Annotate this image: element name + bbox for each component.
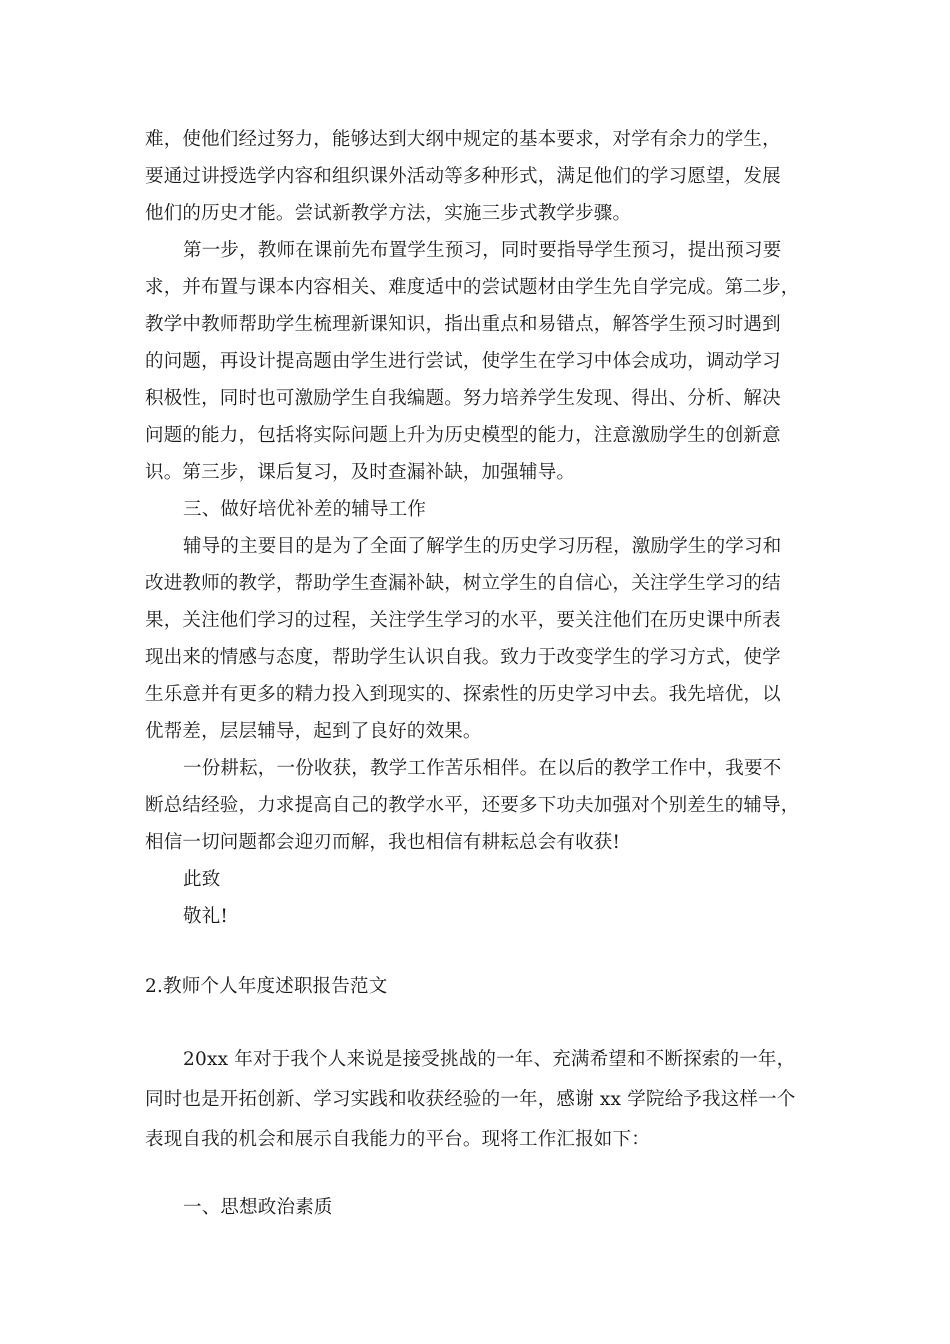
paragraph-line: 他们的历史才能。尝试新教学方法，实施三步式教学步骤。 (145, 203, 632, 224)
closing-salutation: 此致 (183, 869, 221, 890)
paragraph-line: 难，使他们经过努力，能够达到大纲中规定的基本要求，对学有余力的学生， (145, 129, 781, 150)
paragraph-line: 一份耕耘，一份收获，教学工作苦乐相伴。在以后的教学工作中，我要不 (183, 758, 782, 779)
section-heading: 一、思想政治素质 (183, 1197, 333, 1218)
paragraph-line: 问题的能力，包括将实际问题上升为历史模型的能力，注意激励学生的创新意 (145, 425, 781, 446)
paragraph-line: 表现自我的机会和展示自我能力的平台。现将工作汇报如下： (145, 1129, 650, 1150)
paragraph-line: 相信一切问题都会迎刃而解，我也相信有耕耘总会有收获! (145, 832, 621, 853)
paragraph-line: 改进教师的教学，帮助学生查漏补缺，树立学生的自信心，关注学生学习的结 (145, 573, 781, 594)
paragraph-line: 果，关注他们学习的过程，关注学生学习的水平，要关注他们在历史课中所表 (145, 610, 781, 631)
section-heading: 三、做好培优补差的辅导工作 (183, 499, 427, 520)
paragraph-line: 第一步，教师在课前先布置学生预习，同时要指导学生预习，提出预习要 (183, 240, 782, 261)
paragraph-line: 积极性，同时也可激励学生自我编题。努力培养学生发现、得出、分析、解决 (145, 388, 781, 409)
document-title: 2.教师个人年度述职报告范文 (145, 976, 388, 997)
paragraph-line: 识。第三步，课后复习，及时查漏补缺，加强辅导。 (145, 462, 576, 483)
paragraph-line: 断总结经验，力求提高自己的教学水平，还要多下功夫加强对个别差生的辅导， (145, 795, 800, 816)
paragraph-line: 优帮差，层层辅导，起到了良好的效果。 (145, 721, 482, 742)
closing-regards: 敬礼! (183, 906, 229, 927)
paragraph-line: 辅导的主要目的是为了全面了解学生的历史学习历程，激励学生的学习和 (183, 536, 782, 557)
paragraph-line: 20xx 年对于我个人来说是接受挑战的一年、充满希望和不断探索的一年， (183, 1049, 796, 1070)
paragraph-line: 同时也是开拓创新、学习实践和收获经验的一年，感谢 xx 学院给予我这样一个 (145, 1089, 796, 1110)
paragraph-line: 的问题，再设计提高题由学生进行尝试，使学生在学习中体会成功，调动学习 (145, 351, 781, 372)
paragraph-line: 教学中教师帮助学生梳理新课知识，指出重点和易错点，解答学生预习时遇到 (145, 314, 781, 335)
paragraph-line: 求，并布置与课本内容相关、难度适中的尝试题材由学生先自学完成。第二步， (145, 277, 800, 298)
paragraph-line: 要通过讲授选学内容和组织课外活动等多种形式，满足他们的学习愿望，发展 (145, 166, 781, 187)
paragraph-line: 现出来的情感与态度，帮助学生认识自我。致力于改变学生的学习方式，使学 (145, 647, 781, 668)
paragraph-line: 生乐意并有更多的精力投入到现实的、探索性的历史学习中去。我先培优，以 (145, 684, 781, 705)
